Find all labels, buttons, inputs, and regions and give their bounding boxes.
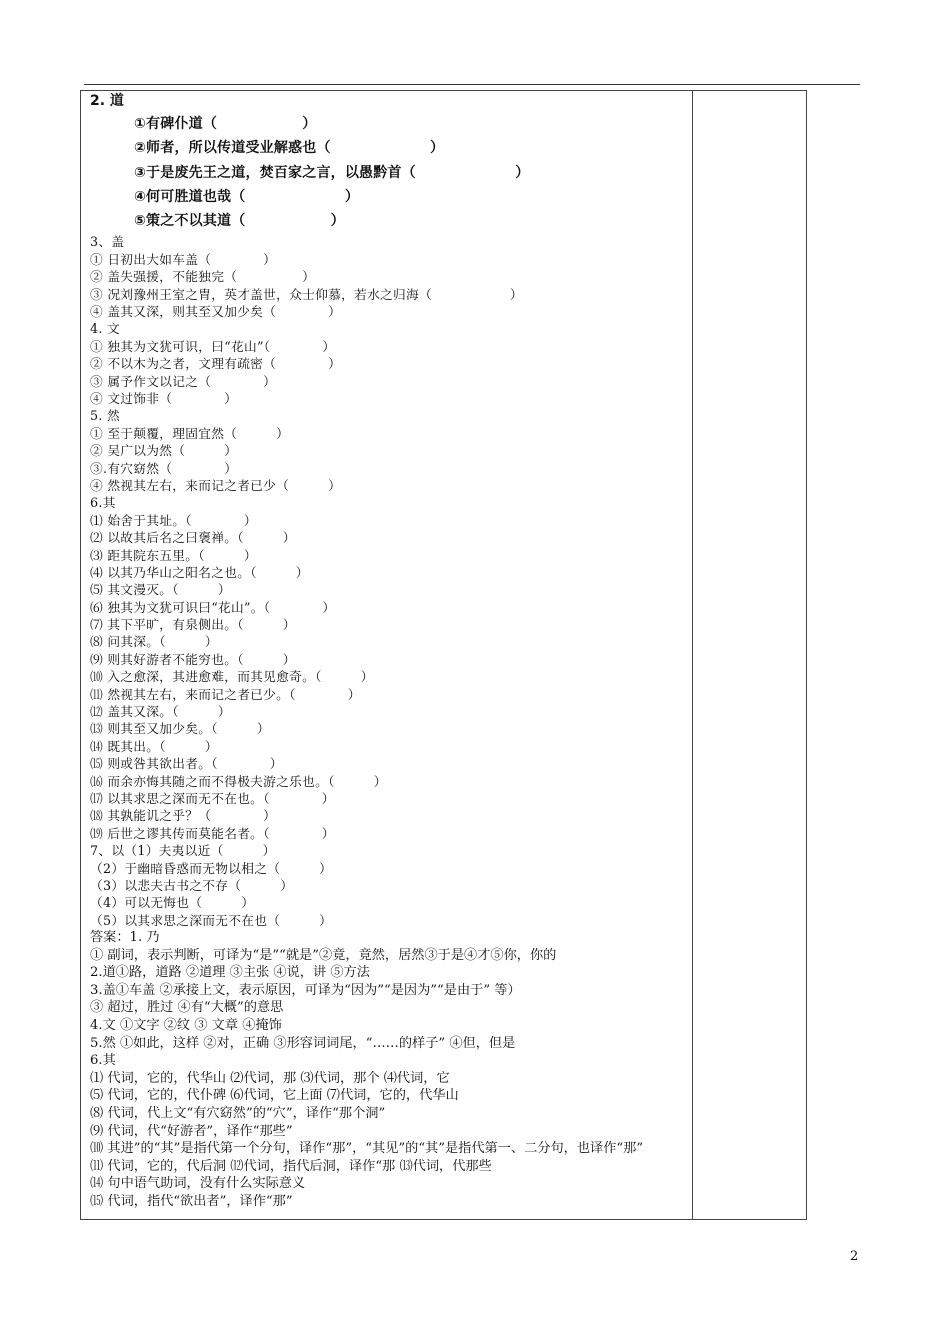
answer-line: 答案：1. 乃: [90, 930, 160, 946]
question-line: ③.有穴窈然（ ）: [90, 460, 238, 476]
section-dao: [90, 91, 688, 233]
question-line: ⒆ 后世之谬其传而莫能名者。（ ）: [90, 825, 335, 841]
question-line: ④ 文过饰非（ ）: [90, 391, 238, 406]
question-line: ⑶ 距其院东五里。（ ）: [90, 547, 257, 563]
question-line: （2）于幽暗昏惑而无物以相之（ ）: [90, 860, 333, 876]
question-line: ⑿ 盖其又深。（ ）: [90, 704, 231, 720]
answer-line: ⑽ 其进”的“其”是指代第一个分句，译作“那”，“其见”的“其”是指代第一、二分句，也译作“那”: [90, 1141, 644, 1157]
question-line: ④ 盖其又深，则其至又加少矣（ ）: [90, 304, 342, 320]
question-line: ⒂ 则或咎其欲出者。（ ）: [90, 756, 283, 772]
question-line: ⒅ 其孰能讥之乎？（ ）: [90, 808, 277, 824]
question-line: （4）可以无悔也（ ）: [90, 895, 255, 911]
question-line: （5）以其求思之深而无不在也（ ）: [90, 912, 333, 928]
question-line: 7、以（1）夫夷以近（ ）: [90, 843, 276, 859]
question-line: ② 盖失强援，不能独完（ ）: [90, 269, 316, 285]
answer-line: ⒂ 代词，指代“欲出者”，译作“那”: [90, 1194, 293, 1210]
question-line: ⑹ 独其为文犹可识曰“花山”。（ ）: [90, 599, 336, 615]
section-heading: 2. 道: [90, 93, 124, 109]
question-item: ④何可胜道也哉（ ）: [134, 188, 360, 205]
answer-line: ③ 超过，胜过 ④有“大概”的意思: [90, 1000, 284, 1016]
question-line: ③ 属予作文以记之（ ）: [90, 373, 277, 389]
answer-line: 6.其: [90, 1053, 116, 1069]
question-line: ⑾ 然视其左右，来而记之者已少。（ ）: [90, 686, 361, 702]
question-line: ⑼ 则其好游者不能穷也。（ ）: [90, 651, 296, 667]
answers-block: [90, 929, 688, 1211]
question-line: 5. 然: [90, 408, 121, 424]
question-line: ⑵ 以故其后名之曰褒禅。（ ）: [90, 530, 296, 546]
question-line: ⑷ 以其乃华山之阳名之也。（ ）: [90, 564, 309, 580]
question-line: ⒄ 以其求思之深而无不在也。（ ）: [90, 790, 335, 806]
question-line: ① 至于颠覆，理固宜然（ ）: [90, 425, 290, 441]
question-line: 6.其: [90, 495, 116, 511]
question-line: 4. 文: [90, 321, 121, 337]
questions-list: [90, 233, 688, 929]
question-line: ④ 然视其左右，来而记之者已少（ ）: [90, 477, 342, 493]
question-item: ③于是废先王之道，焚百家之言，以愚黔首（ ）: [134, 164, 530, 181]
answer-line: ⑼ 代词，代“好游者”，译作“那些”: [90, 1123, 293, 1139]
question-line: ⑽ 入之愈深，其进愈难，而其见愈奇。（ ）: [90, 669, 374, 685]
question-line: ⒀ 则其至又加少矣。（ ）: [90, 721, 270, 737]
question-line: ⑻ 问其深。（ ）: [90, 634, 218, 650]
column-divider: [692, 90, 693, 1220]
question-item: ⑤策之不以其道（ ）: [134, 213, 345, 230]
question-line: ⒃ 而余亦悔其随之而不得极夫游之乐也。（ ）: [90, 773, 387, 789]
answer-line: ⑸ 代词，它的，代仆碑 ⑹代词，它上面 ⑺代词，它的，代华山: [90, 1088, 459, 1104]
answer-line: 5.然 ①如此，这样 ②对，正确 ③形容词词尾，“……的样子” ④但，但是: [90, 1035, 516, 1051]
question-line: ⑴ 始舍于其址。（ ）: [90, 512, 257, 528]
header-rule: [84, 84, 860, 85]
page-number: 2: [850, 1249, 859, 1264]
answer-line: 3.盖①车盖 ②承接上文，表示原因，可译为“因为”“是因为”“是由于” 等）: [90, 982, 521, 998]
question-line: ① 独其为文犹可识，曰“花山”（ ）: [90, 338, 336, 354]
answer-line: 2.道①路，道路 ②道理 ③主张 ④说，讲 ⑤方法: [90, 965, 370, 981]
question-line: ⑺ 其下平旷，有泉侧出。（ ）: [90, 617, 296, 633]
question-item: ①有碑仆道（ ）: [134, 116, 317, 132]
question-line: ③ 况刘豫州王室之胄，英才盖世，众士仰慕，若水之归海（ ）: [90, 286, 523, 302]
answer-line: ⑻ 代词，代上文“有穴窈然”的“穴”，译作“那个洞”: [90, 1106, 386, 1122]
question-line: ⒁ 既其出。（ ）: [90, 738, 218, 754]
question-item: ②师者，所以传道受业解惑也（ ）: [134, 140, 445, 157]
question-line: ② 不以木为之者，文理有疏密（ ）: [90, 356, 342, 372]
question-line: ① 日初出大如车盖（ ）: [90, 251, 277, 267]
answer-line: ⑴ 代词，它的，代华山 ⑵代词，那 ⑶代词，那个 ⑷代词，它: [90, 1070, 450, 1086]
answer-line: ⑾ 代词，它的，代后洞 ⑿代词，指代后洞，译作“那 ⒀代词，代那些: [90, 1158, 492, 1174]
answer-line: ⒁ 句中语气助词，没有什么实际意义: [90, 1176, 306, 1192]
question-line: ⑸ 其文漫灭。（ ）: [90, 582, 231, 598]
question-line: 3、盖: [90, 234, 125, 250]
answer-line: 4.文 ①文字 ②纹 ③ 文章 ④掩饰: [90, 1018, 282, 1034]
question-line: （3）以悲夫古书之不存（ ）: [90, 877, 294, 893]
main-column: [90, 91, 688, 1211]
answer-line: ① 副词，表示判断，可译为“是”“就是”②竟，竟然，居然③于是④才⑤你，你的: [90, 947, 557, 963]
question-line: ② 吴广以为然（ ）: [90, 443, 238, 459]
